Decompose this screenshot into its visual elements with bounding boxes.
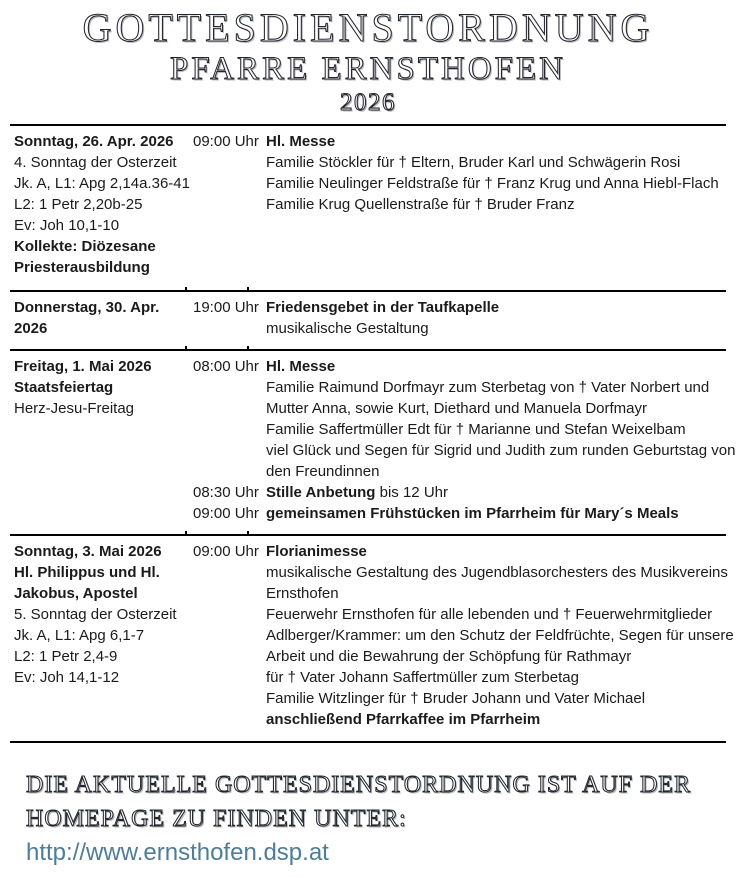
column-tick: [185, 531, 187, 535]
entry-line: [266, 541, 726, 562]
text-segment: 2026: [14, 320, 48, 337]
schedule-entry: [193, 482, 726, 503]
schedule-entry: [193, 131, 726, 215]
entry-line: [266, 377, 726, 398]
entry-line: [266, 173, 726, 194]
text-segment: Staatsfeiertag: [14, 379, 114, 396]
text-segment: gemeinsamen Frühstücken im Pfarrheim für Mary´s Meals: [266, 505, 679, 522]
text-segment: Donnerstag, 30. Apr.: [14, 299, 160, 316]
date-line: [14, 173, 193, 194]
time-label: 09:00 Uhr: [193, 543, 259, 560]
text-segment: Familie Raimund Dorfmayr zum Sterbetag von † Vater Norbert und: [266, 379, 710, 396]
text-segment: viel Glück und Segen für Sigrid und Judith zum runden Geburtstag von: [266, 442, 736, 459]
document-year: 2026: [340, 89, 396, 116]
text-segment: Jakobus, Apostel: [14, 585, 138, 602]
date-line: [14, 583, 193, 604]
entries: [193, 297, 726, 339]
text-segment: Herz-Jesu-Freitag: [14, 400, 135, 417]
footer-text-line1: DIE AKTUELLE GOTTESDIENSTORDNUNG IST AUF DER: [26, 772, 692, 798]
text-segment: Mutter Anna, sowie Kurt, Diethard und Manuela Dorfmayr: [266, 400, 648, 417]
date-line: [14, 541, 193, 562]
entry-line: [266, 709, 726, 730]
schedule-entry: [193, 541, 734, 730]
text-segment: Adlberger/Krammer: um den Schutz der Feldfrüchte, Segen für unsere: [266, 627, 734, 644]
text-segment: 4. Sonntag der Osterzeit: [14, 154, 177, 171]
entry-line: [266, 131, 726, 152]
text-segment: Familie Neulinger Feldstraße für † Franz Krug und Anna Hiebl-Flach: [266, 175, 719, 192]
schedule-table: [10, 124, 736, 743]
document-footer: [0, 769, 736, 869]
entry-line: [266, 194, 726, 215]
document-header: [0, 0, 736, 118]
date-line: [14, 194, 193, 215]
text-segment: Familie Krug Quellenstraße für † Bruder Franz: [266, 196, 575, 213]
entry-line: [266, 356, 726, 377]
column-tick: [247, 287, 249, 291]
entries: [193, 541, 734, 731]
text-segment: Jk. A, L1: Apg 2,14a.36-41: [14, 175, 190, 192]
date-line: [14, 667, 193, 688]
text-segment: Sonntag, 26. Apr. 2026: [14, 133, 174, 150]
entry-line: [266, 604, 726, 625]
time-label: 08:00 Uhr: [193, 358, 259, 375]
entry-line: [266, 667, 726, 688]
document-subtitle: PFARRE ERNSTHOFEN: [169, 51, 567, 87]
column-tick: [185, 346, 187, 350]
schedule-entry: [193, 503, 726, 524]
text-segment: Ernsthofen: [266, 585, 339, 602]
entry-line: [266, 688, 726, 709]
date-line: [14, 604, 193, 625]
date-line: [14, 377, 193, 398]
entry-line: [266, 461, 726, 482]
date-line: [14, 318, 193, 339]
entry-line: [266, 440, 736, 461]
schedule-entry: [193, 297, 726, 339]
text-segment: musikalische Gestaltung: [266, 320, 429, 337]
text-segment: Feuerwehr Ernsthofen für alle lebenden und † Feuerwehrmitglieder: [266, 606, 713, 623]
entries: [193, 131, 726, 280]
entry-line: [266, 503, 726, 524]
schedule-row: [10, 349, 736, 534]
entry-line: [266, 398, 726, 419]
text-segment: Ev: Joh 14,1-12: [14, 669, 120, 686]
entry-description: [266, 541, 734, 730]
entry-line: [266, 297, 726, 318]
date-cell: [14, 541, 193, 731]
text-segment: Hl. Messe: [266, 358, 336, 375]
entry-line: [266, 419, 726, 440]
text-segment: Sonntag, 3. Mai 2026: [14, 543, 162, 560]
entry-line: [266, 562, 726, 583]
date-line: [14, 131, 193, 152]
text-segment: Ev: Joh 10,1-10: [14, 217, 120, 234]
column-tick: [247, 531, 249, 535]
text-segment: Hl. Messe: [266, 133, 336, 150]
date-line: [14, 562, 193, 583]
text-segment: Kollekte: Diözesane: [14, 238, 156, 255]
text-segment: Jk. A, L1: Apg 6,1-7: [14, 627, 145, 644]
entry-line: [266, 625, 734, 646]
text-segment: Arbeit und die Bewahrung der Schöpfung für Rathmayr: [266, 648, 632, 665]
text-segment: Hl. Philippus und Hl.: [14, 564, 160, 581]
schedule-row: [10, 290, 726, 349]
date-line: [14, 398, 193, 419]
time-label: 19:00 Uhr: [193, 299, 259, 316]
text-segment: Florianimesse: [266, 543, 367, 560]
entry-line: [266, 152, 726, 173]
date-line: [14, 152, 193, 173]
entry-line: [266, 318, 726, 339]
text-segment: anschließend Pfarrkaffee im Pfarrheim: [266, 711, 541, 728]
date-line: [14, 215, 193, 236]
entry-description: [266, 356, 736, 482]
text-segment: Familie Stöckler für † Eltern, Bruder Karl und Schwägerin Rosi: [266, 154, 681, 171]
date-line: [14, 625, 193, 646]
text-segment: Familie Witzlinger für † Bruder Johann und Vater Michael: [266, 690, 646, 707]
date-cell: [14, 297, 193, 339]
text-segment: Priesterausbildung: [14, 259, 150, 276]
entry-description: [266, 482, 726, 503]
entry-description: [266, 503, 726, 524]
text-segment: Stille Anbetung: [266, 484, 376, 501]
date-cell: [14, 356, 193, 524]
text-segment: 5. Sonntag der Osterzeit: [14, 606, 177, 623]
text-segment: für † Vater Johann Saffertmüller zum Sterbetag: [266, 669, 579, 686]
entries: [193, 356, 736, 524]
entry-line: [266, 646, 726, 667]
entry-line: [266, 482, 726, 503]
text-segment: Friedensgebet in der Taufkapelle: [266, 299, 500, 316]
time-label: 09:00 Uhr: [193, 505, 259, 522]
time-label: 08:30 Uhr: [193, 484, 259, 501]
text-segment: Familie Saffertmüller Edt für † Marianne und Stefan Weixelbam: [266, 421, 686, 438]
footer-text-line2: [26, 802, 710, 869]
schedule-row: [10, 534, 734, 741]
text-segment: L2: 1 Petr 2,4-9: [14, 648, 118, 665]
date-line: [14, 236, 193, 257]
schedule-entry: [193, 356, 736, 482]
date-line: [14, 646, 193, 667]
entry-line: [266, 583, 726, 604]
time-label: 09:00 Uhr: [193, 133, 259, 150]
homepage-link[interactable]: http://www.ernsthofen.dsp.at: [26, 839, 329, 866]
footer-text-line2-prefix: HOMEPAGE ZU FINDEN UNTER:: [26, 806, 407, 832]
text-segment: bis 12 Uhr: [375, 484, 448, 501]
date-line: [14, 356, 193, 377]
date-line: [14, 257, 193, 278]
column-tick: [247, 346, 249, 350]
text-segment: L2: 1 Petr 2,20b-25: [14, 196, 143, 213]
column-tick: [185, 287, 187, 291]
text-segment: musikalische Gestaltung des Jugendblasorchesters des Musikvereins: [266, 564, 728, 581]
document-title: GOTTESDIENSTORDNUNG: [82, 5, 654, 50]
entry-description: [266, 297, 726, 339]
text-segment: den Freundinnen: [266, 463, 380, 480]
date-cell: [14, 131, 193, 280]
date-line: [14, 297, 193, 318]
text-segment: Freitag, 1. Mai 2026: [14, 358, 152, 375]
schedule-row: [10, 124, 726, 290]
entry-description: [266, 131, 726, 215]
